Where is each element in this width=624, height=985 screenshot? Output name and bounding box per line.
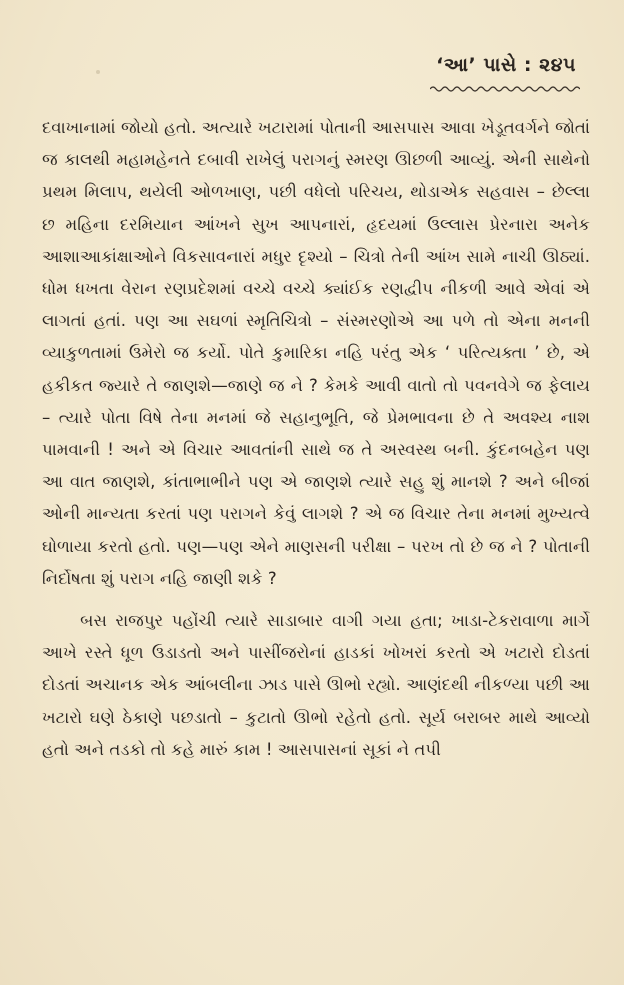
running-head: ‘આ’ પાસે : ૨૪૫ bbox=[436, 54, 576, 76]
paragraph: દવાખાનામાં જોયો હતો. અત્યારે ખટારામાં પોતાની આસપાસ આવા ખેડૂતવર્ગને જોતાં જ કાલથી મહામહેનતે દબાવી રાખેલું પરાગનું સ્મરણ ઊછળી આવ્યું. એની સાથેનો પ્રથમ મિલાપ, થયેલી ઓળખાણ, પછી વધેલો પરિચય, થોડાએક સહવાસ – છેલ્લા છ મહિના દરમિયાન આંખને સુખ આપનારાં, હૃદયમાં ઉલ્લાસ પ્રેરનારા અનેક આશાઆકાંક્ષાઓને વિકસાવનારાં મધુર દૃશ્યો – ચિત્રો તેની આંખ સામે નાચી ઊઠ્યાં. ધોમ ધખતા વેરાન રણપ્રદેશમાં વચ્ચે વચ્ચે ક્યાંઈક રણદ્વીપ નીકળી આવે એવાં એ લાગતાં હતાં. પણ આ સઘળાં સ્મૃતિચિત્રો – સંસ્મરણોએ આ પળે તો એના મનની વ્યાકુળતામાં ઉમેરો જ કર્યો. પોતે કુમારિકા નહિ પરંતુ એક ‘ પરિત્યક્તા ’ છે, એ હકીકત જ્યારે તે જાણશે—જાણે જ ને ? કેમકે આવી વાતો તો પવનવેગે જ ફેલાય – ત્યારે પોતા વિષે તેના મનમાં જે સહાનુભૂતિ, જે પ્રેમભાવના છે તે અવશ્ય નાશ પામવાની ! અને એ વિચાર આવતાંની સાથે જ તે અસ્વસ્થ બની. કુંદનબહેન પણ આ વાત જાણશે, કાંતાભાભીને પણ એ જાણશે ત્યારે સહુ શું માનશે ? અને બીજાં ઓની માન્યતા કરતાં પણ પરાગને કેવું લાગશે ? એ જ વિચાર તેના મનમાં મુખ્યત્વે ઘોળાયા કરતો હતો. પણ—પણ એને માણસની પરીક્ષા – પરખ તો છે જ ને ? પોતાની નિર્દોષતા શું પરાગ નહિ જાણી શકે ? bbox=[42, 118, 590, 588]
paper-speck bbox=[96, 70, 100, 74]
running-head-wavy-rule bbox=[430, 85, 580, 93]
paragraph: બસ રાજપુર પહોંચી ત્યારે સાડાબાર વાગી ગયા હતા; ખાડા-ટેકરાવાળા માર્ગે આખે રસ્તે ધૂળ ઉડાડતો અને પાસીંજરોનાં હાડકાં ખોખરાં કરતો એ ખટારો દોડતાં દોડતાં અચાનક એક આંબલીના ઝાડ પાસે ઊભો રહ્યો. આણંદથી નીકળ્યા પછી આ ખટારો ઘણે ઠેકાણે પછડાતો – કુટાતો ઊભો રહેતો હતો. સૂર્ય બરાબર માથે આવ્યો હતો અને તડકો તો કહે મારું કામ ! આસપાસનાં સૂકાં ને તપી bbox=[42, 611, 590, 759]
body-text bbox=[42, 112, 590, 766]
